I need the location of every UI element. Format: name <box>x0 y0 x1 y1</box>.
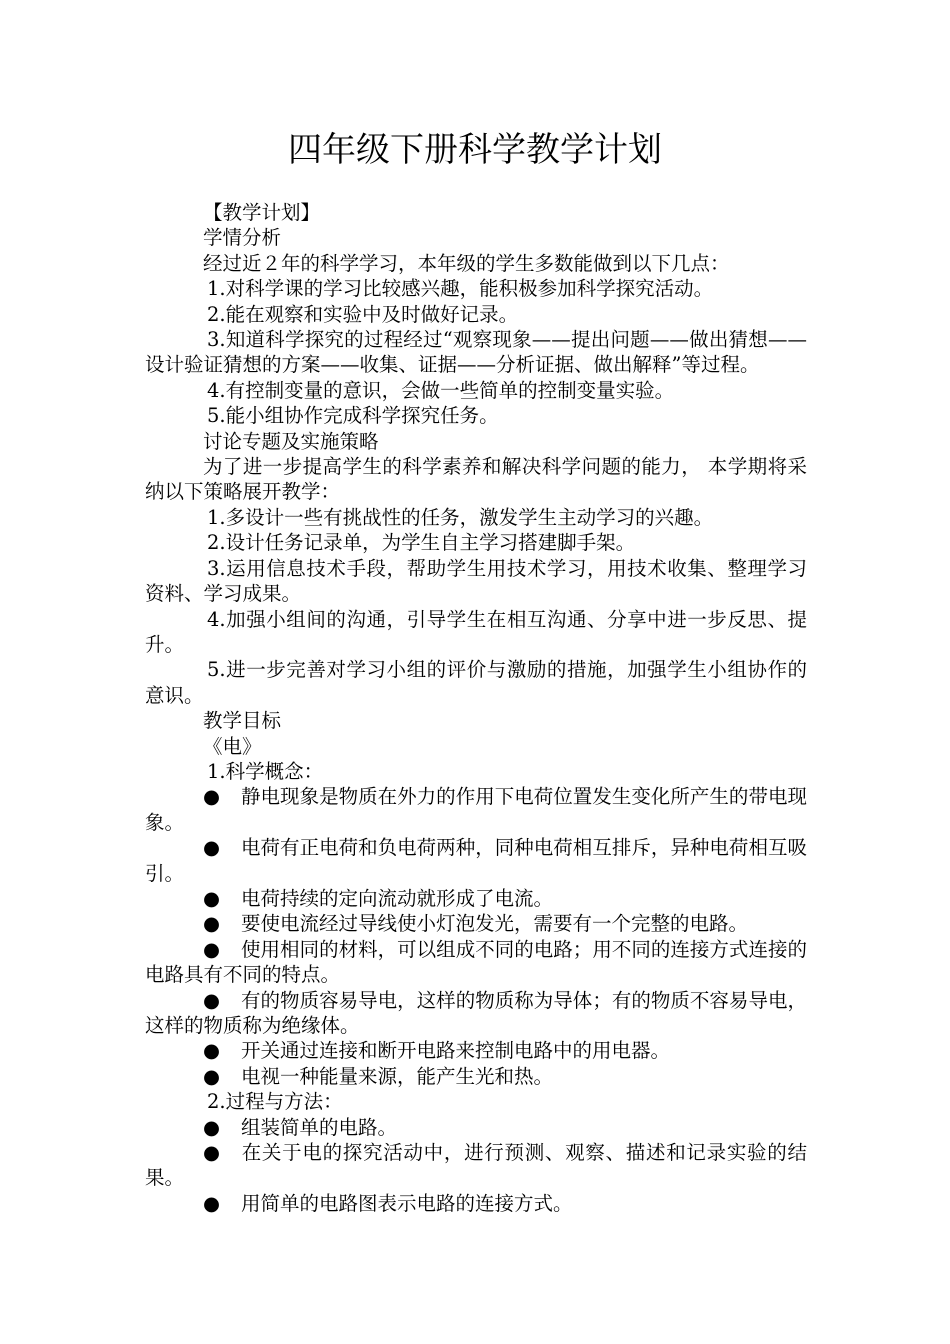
bullet-text: 在关于电的探究活动中，进行预测、观察、描述和记录实验的结果。 <box>145 1141 807 1190</box>
bullet-item <box>145 988 807 1039</box>
paragraph: 5.进一步完善对学习小组的评价与激励的措施，加强学生小组协作的意识。 <box>145 658 807 707</box>
paragraph: 学情分析 <box>203 226 282 250</box>
paragraph: 4.有控制变量的意识，会做一些简单的控制变量实验。 <box>207 378 675 402</box>
paragraph: 讨论专题及实施策略 <box>203 429 379 453</box>
bullet-icon: ● <box>203 937 221 961</box>
bullet-icon: ● <box>203 1039 221 1063</box>
bullet-icon: ● <box>203 912 221 936</box>
paragraph: 4.加强小组间的沟通，引导学生在相互沟通、分享中进一步反思、提升。 <box>145 607 807 656</box>
bullet-item <box>145 784 807 835</box>
document-body <box>145 200 807 1216</box>
paragraph: 经过近２年的科学学习，本年级的学生多数能做到以下几点： <box>203 251 730 275</box>
paragraph: 为了进一步提高学生的科学素养和解决科学问题的能力， 本学期将采纳以下策略展开教学： <box>145 455 807 504</box>
paragraph: 1.多设计一些有挑战性的任务，激发学生主动学习的兴趣。 <box>207 505 714 529</box>
bullet-item <box>145 1064 807 1089</box>
bullet-text: 组装简单的电路。 <box>241 1115 398 1139</box>
paragraph: 5.能小组协作完成科学探究任务。 <box>207 404 499 428</box>
bullet-item <box>145 1191 807 1216</box>
paragraph: 2.设计任务记录单，为学生自主学习搭建脚手架。 <box>207 531 636 555</box>
paragraph: 2.能在观察和实验中及时做好记录。 <box>207 302 519 326</box>
bullet-icon: ● <box>203 1191 221 1215</box>
paragraph: 【教学计划】 <box>203 201 321 224</box>
paragraph: 1.科学概念： <box>207 759 324 783</box>
paragraph: 1.对科学课的学习比较感兴趣，能积极参加科学探究活动。 <box>207 277 714 301</box>
bullet-text: 电荷有正电荷和负电荷两种，同种电荷相互排斥，异种电荷相互吸引。 <box>145 836 807 885</box>
bullet-text: 有的物质容易导电，这样的物质称为导体；有的物质不容易导电，这样的物质称为绝缘体。 <box>145 988 807 1037</box>
bullet-item <box>145 886 807 911</box>
paragraph: 3.知道科学探究的过程经过“观察现象——提出问题——做出猜想——设计验证猜想的方案——收集、证据——分析证据、做出解释”等过程。 <box>145 328 807 377</box>
bullet-icon: ● <box>203 886 221 910</box>
bullet-item <box>145 1115 807 1140</box>
bullet-item <box>145 937 807 988</box>
bullet-icon: ● <box>203 1141 221 1165</box>
bullet-text: 电荷持续的定向流动就形成了电流。 <box>241 886 554 910</box>
bullet-item <box>145 1038 807 1063</box>
bullet-icon: ● <box>203 988 221 1012</box>
bullet-text: 用简单的电路图表示电路的连接方式。 <box>241 1191 573 1215</box>
page-title: 四年级下册科学教学计划 <box>288 130 662 170</box>
bullet-item <box>145 835 807 886</box>
bullet-icon: ● <box>203 836 221 860</box>
bullet-text: 要使电流经过导线使小灯泡发光，需要有一个完整的电路。 <box>241 912 749 936</box>
bullet-item <box>145 1140 807 1191</box>
paragraph: 教学目标 <box>203 709 282 733</box>
bullet-icon: ● <box>203 1115 221 1139</box>
bullet-icon: ● <box>203 1064 221 1088</box>
paragraph: 《电》 <box>203 734 262 758</box>
bullet-text: 电视一种能量来源，能产生光和热。 <box>241 1064 554 1088</box>
bullet-text: 静电现象是物质在外力的作用下电荷位置发生变化所产生的带电现象。 <box>145 785 807 834</box>
bullet-item <box>145 911 807 936</box>
bullet-text: 开关通过连接和断开电路来控制电路中的用电器。 <box>241 1039 671 1063</box>
paragraph: 3.运用信息技术手段，帮助学生用技术学习，用技术收集、整理学习资料、学习成果。 <box>145 556 807 606</box>
bullet-icon: ● <box>203 785 221 809</box>
paragraph: 2.过程与方法： <box>207 1090 343 1114</box>
bullet-text: 使用相同的材料，可以组成不同的电路；用不同的连接方式连接的电路具有不同的特点。 <box>145 937 807 987</box>
